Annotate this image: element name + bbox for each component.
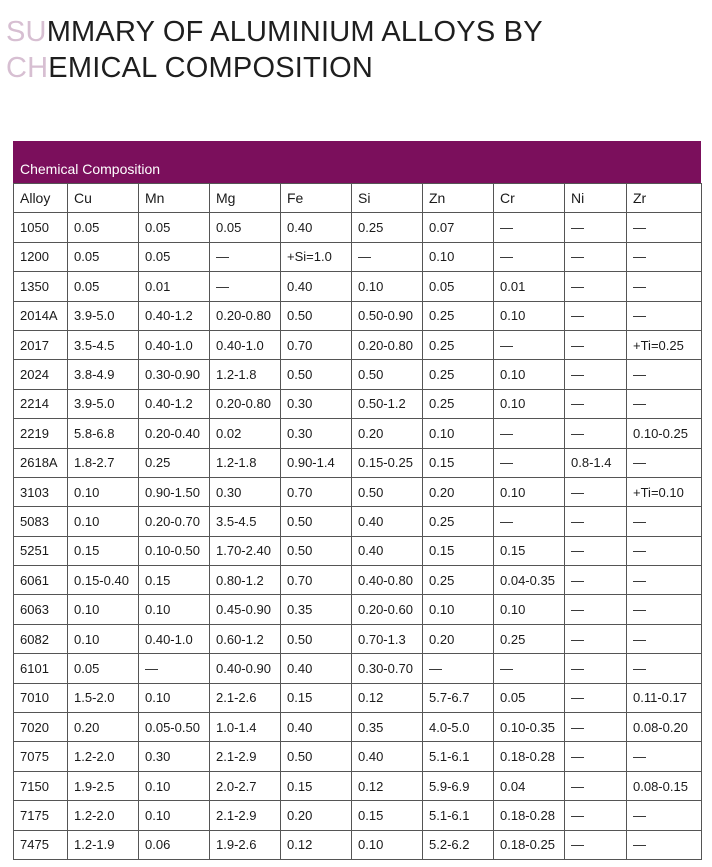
cell-mn: 0.05: [139, 213, 210, 242]
cell-zr: +Ti=0.10: [627, 477, 702, 506]
cell-cr: 0.01: [494, 272, 565, 301]
cell-zn: 0.05: [423, 272, 494, 301]
cell-mn: 0.15: [139, 566, 210, 595]
table-row: [14, 301, 702, 330]
cell-zn: 5.2-6.2: [423, 830, 494, 859]
cell-cr: 0.10: [494, 301, 565, 330]
cell-fe: 0.40: [281, 713, 352, 742]
cell-mg: 2.0-2.7: [210, 771, 281, 800]
cell-ni: —: [565, 713, 627, 742]
cell-ni: —: [565, 595, 627, 624]
cell-fe: 0.70: [281, 330, 352, 359]
cell-zr: 0.08-0.15: [627, 771, 702, 800]
cell-cu: 3.8-4.9: [68, 360, 139, 389]
cell-cu: 1.8-2.7: [68, 448, 139, 477]
cell-mn: 0.30: [139, 742, 210, 771]
cell-si: 0.50-1.2: [352, 389, 423, 418]
cell-cu: 0.05: [68, 242, 139, 271]
title-text-1: MMARY OF ALUMINIUM ALLOYS BY: [46, 16, 543, 48]
cell-cr: —: [494, 507, 565, 536]
cell-si: —: [352, 242, 423, 271]
title-accent-1: SU: [6, 16, 47, 48]
cell-alloy: 1050: [14, 213, 68, 242]
cell-si: 0.20-0.60: [352, 595, 423, 624]
cell-alloy: 2214: [14, 389, 68, 418]
cell-mn: 0.30-0.90: [139, 360, 210, 389]
cell-ni: —: [565, 566, 627, 595]
cell-si: 0.50: [352, 360, 423, 389]
cell-fe: 0.30: [281, 419, 352, 448]
cell-cu: 3.5-4.5: [68, 330, 139, 359]
cell-fe: 0.50: [281, 742, 352, 771]
cell-mg: 0.30: [210, 477, 281, 506]
table-row: [14, 477, 702, 506]
cell-cu: 1.5-2.0: [68, 683, 139, 712]
cell-mg: 1.9-2.6: [210, 830, 281, 859]
cell-cr: 0.10: [494, 595, 565, 624]
cell-cu: 0.10: [68, 595, 139, 624]
cell-fe: 0.50: [281, 301, 352, 330]
cell-zr: —: [627, 360, 702, 389]
cell-zn: 0.25: [423, 507, 494, 536]
cell-alloy: 6101: [14, 654, 68, 683]
cell-si: 0.40: [352, 742, 423, 771]
cell-cr: 0.10-0.35: [494, 713, 565, 742]
table-row: [14, 595, 702, 624]
cell-zr: —: [627, 272, 702, 301]
cell-cu: 1.2-2.0: [68, 742, 139, 771]
cell-fe: 0.40: [281, 654, 352, 683]
table-row: [14, 242, 702, 271]
cell-ni: —: [565, 654, 627, 683]
cell-mg: 0.45-0.90: [210, 595, 281, 624]
table-row: [14, 272, 702, 301]
cell-mn: 0.40-1.0: [139, 624, 210, 653]
cell-ni: —: [565, 242, 627, 271]
cell-ni: 0.8-1.4: [565, 448, 627, 477]
cell-cr: 0.04: [494, 771, 565, 800]
cell-fe: 0.70: [281, 566, 352, 595]
cell-zn: 5.1-6.1: [423, 801, 494, 830]
cell-ni: —: [565, 742, 627, 771]
column-header-mn: Mn: [139, 184, 210, 213]
cell-mg: 0.60-1.2: [210, 624, 281, 653]
cell-mg: 2.1-2.6: [210, 683, 281, 712]
cell-zr: —: [627, 566, 702, 595]
cell-fe: 0.15: [281, 771, 352, 800]
cell-alloy: 6061: [14, 566, 68, 595]
cell-mg: 0.20-0.80: [210, 389, 281, 418]
cell-fe: 0.40: [281, 272, 352, 301]
cell-cu: 0.10: [68, 507, 139, 536]
cell-alloy: 1200: [14, 242, 68, 271]
table-row: [14, 330, 702, 359]
cell-mg: 3.5-4.5: [210, 507, 281, 536]
cell-zr: —: [627, 830, 702, 859]
cell-alloy: 6063: [14, 595, 68, 624]
cell-mn: —: [139, 654, 210, 683]
cell-zr: —: [627, 654, 702, 683]
cell-zr: —: [627, 507, 702, 536]
cell-mn: 0.40-1.2: [139, 301, 210, 330]
cell-zr: —: [627, 536, 702, 565]
cell-zr: —: [627, 742, 702, 771]
cell-zn: 0.15: [423, 448, 494, 477]
cell-cr: —: [494, 448, 565, 477]
cell-mg: 0.80-1.2: [210, 566, 281, 595]
cell-zn: 0.25: [423, 566, 494, 595]
cell-cu: 3.9-5.0: [68, 301, 139, 330]
cell-cr: 0.10: [494, 477, 565, 506]
cell-cr: 0.10: [494, 389, 565, 418]
cell-cr: 0.05: [494, 683, 565, 712]
cell-cr: 0.10: [494, 360, 565, 389]
title-line-1: [6, 14, 543, 50]
cell-cu: 0.05: [68, 654, 139, 683]
cell-alloy: 2024: [14, 360, 68, 389]
cell-zr: —: [627, 624, 702, 653]
cell-ni: —: [565, 272, 627, 301]
cell-ni: —: [565, 683, 627, 712]
cell-zn: 4.0-5.0: [423, 713, 494, 742]
table-row: [14, 536, 702, 565]
cell-si: 0.15-0.25: [352, 448, 423, 477]
cell-zn: 0.25: [423, 301, 494, 330]
cell-mg: 0.05: [210, 213, 281, 242]
cell-ni: —: [565, 536, 627, 565]
cell-mn: 0.05: [139, 242, 210, 271]
table-row: [14, 801, 702, 830]
cell-mg: 0.40-1.0: [210, 330, 281, 359]
cell-si: 0.40: [352, 507, 423, 536]
cell-zr: —: [627, 389, 702, 418]
cell-cu: 3.9-5.0: [68, 389, 139, 418]
cell-mn: 0.40-1.0: [139, 330, 210, 359]
cell-zn: 0.25: [423, 360, 494, 389]
cell-fe: +Si=1.0: [281, 242, 352, 271]
cell-mg: 0.40-0.90: [210, 654, 281, 683]
title-accent-2: CH: [6, 52, 49, 84]
cell-alloy: 3103: [14, 477, 68, 506]
cell-mn: 0.10-0.50: [139, 536, 210, 565]
table-row: [14, 830, 702, 859]
column-header-si: Si: [352, 184, 423, 213]
cell-mg: 2.1-2.9: [210, 742, 281, 771]
cell-zn: 5.9-6.9: [423, 771, 494, 800]
cell-zr: +Ti=0.25: [627, 330, 702, 359]
cell-zn: 0.10: [423, 419, 494, 448]
cell-alloy: 7075: [14, 742, 68, 771]
cell-cr: —: [494, 213, 565, 242]
cell-mn: 0.20-0.70: [139, 507, 210, 536]
cell-cr: —: [494, 654, 565, 683]
page-title: [6, 14, 543, 86]
cell-fe: 0.50: [281, 624, 352, 653]
cell-ni: —: [565, 771, 627, 800]
table-caption: Chemical Composition: [13, 141, 701, 183]
table-row: [14, 389, 702, 418]
cell-ni: —: [565, 360, 627, 389]
cell-mg: 1.70-2.40: [210, 536, 281, 565]
cell-mn: 0.01: [139, 272, 210, 301]
cell-zr: —: [627, 242, 702, 271]
cell-zn: 0.10: [423, 595, 494, 624]
cell-zn: 5.1-6.1: [423, 742, 494, 771]
cell-cr: 0.04-0.35: [494, 566, 565, 595]
cell-zr: —: [627, 301, 702, 330]
cell-cu: 0.20: [68, 713, 139, 742]
table-row: [14, 713, 702, 742]
cell-fe: 0.50: [281, 507, 352, 536]
cell-si: 0.20: [352, 419, 423, 448]
cell-zn: 0.07: [423, 213, 494, 242]
cell-cu: 0.10: [68, 624, 139, 653]
cell-si: 0.20-0.80: [352, 330, 423, 359]
table-row: [14, 654, 702, 683]
cell-alloy: 7150: [14, 771, 68, 800]
column-header-mg: Mg: [210, 184, 281, 213]
cell-cr: —: [494, 330, 565, 359]
cell-cu: 1.2-1.9: [68, 830, 139, 859]
cell-cu: 0.05: [68, 213, 139, 242]
column-header-zn: Zn: [423, 184, 494, 213]
cell-mg: 1.2-1.8: [210, 448, 281, 477]
table-row: [14, 448, 702, 477]
cell-cr: 0.15: [494, 536, 565, 565]
cell-cu: 5.8-6.8: [68, 419, 139, 448]
cell-cr: —: [494, 242, 565, 271]
cell-fe: 0.20: [281, 801, 352, 830]
cell-si: 0.35: [352, 713, 423, 742]
table-body: [14, 213, 702, 860]
cell-mg: 1.0-1.4: [210, 713, 281, 742]
table-row: [14, 683, 702, 712]
cell-mn: 0.90-1.50: [139, 477, 210, 506]
cell-si: 0.15: [352, 801, 423, 830]
cell-cu: 0.15-0.40: [68, 566, 139, 595]
cell-zn: 5.7-6.7: [423, 683, 494, 712]
cell-si: 0.50: [352, 477, 423, 506]
cell-zn: 0.10: [423, 242, 494, 271]
cell-zr: —: [627, 801, 702, 830]
cell-mg: —: [210, 272, 281, 301]
cell-alloy: 7010: [14, 683, 68, 712]
cell-mn: 0.40-1.2: [139, 389, 210, 418]
cell-fe: 0.70: [281, 477, 352, 506]
cell-mg: —: [210, 242, 281, 271]
cell-cu: 1.9-2.5: [68, 771, 139, 800]
table-row: [14, 771, 702, 800]
cell-cu: 0.10: [68, 477, 139, 506]
cell-mn: 0.10: [139, 595, 210, 624]
cell-zn: 0.25: [423, 330, 494, 359]
cell-alloy: 5083: [14, 507, 68, 536]
table-row: [14, 213, 702, 242]
cell-mg: 0.20-0.80: [210, 301, 281, 330]
cell-alloy: 2014A: [14, 301, 68, 330]
cell-alloy: 2017: [14, 330, 68, 359]
composition-table: [13, 183, 702, 860]
cell-cr: 0.18-0.25: [494, 830, 565, 859]
cell-cr: —: [494, 419, 565, 448]
cell-cu: 0.15: [68, 536, 139, 565]
cell-mn: 0.06: [139, 830, 210, 859]
cell-ni: —: [565, 213, 627, 242]
cell-mn: 0.10: [139, 771, 210, 800]
cell-mn: 0.05-0.50: [139, 713, 210, 742]
cell-fe: 0.12: [281, 830, 352, 859]
cell-zn: 0.15: [423, 536, 494, 565]
cell-cr: 0.18-0.28: [494, 742, 565, 771]
cell-alloy: 2219: [14, 419, 68, 448]
cell-ni: —: [565, 301, 627, 330]
title-line-2: [6, 50, 543, 86]
cell-fe: 0.50: [281, 536, 352, 565]
cell-ni: —: [565, 801, 627, 830]
table-row: [14, 507, 702, 536]
cell-mn: 0.20-0.40: [139, 419, 210, 448]
cell-si: 0.10: [352, 830, 423, 859]
cell-zn: 0.25: [423, 389, 494, 418]
table-row: [14, 742, 702, 771]
cell-si: 0.10: [352, 272, 423, 301]
cell-si: 0.30-0.70: [352, 654, 423, 683]
cell-fe: 0.15: [281, 683, 352, 712]
cell-ni: —: [565, 330, 627, 359]
cell-ni: —: [565, 477, 627, 506]
table-row: [14, 419, 702, 448]
cell-fe: 0.90-1.4: [281, 448, 352, 477]
cell-cu: 0.05: [68, 272, 139, 301]
cell-ni: —: [565, 624, 627, 653]
cell-alloy: 7475: [14, 830, 68, 859]
cell-si: 0.70-1.3: [352, 624, 423, 653]
column-header-cr: Cr: [494, 184, 565, 213]
cell-alloy: 5251: [14, 536, 68, 565]
table-header-row: [14, 184, 702, 213]
cell-zr: —: [627, 213, 702, 242]
cell-ni: —: [565, 507, 627, 536]
cell-zr: 0.10-0.25: [627, 419, 702, 448]
cell-cu: 1.2-2.0: [68, 801, 139, 830]
cell-cr: 0.25: [494, 624, 565, 653]
cell-alloy: 2618A: [14, 448, 68, 477]
cell-mn: 0.10: [139, 683, 210, 712]
cell-zn: 0.20: [423, 624, 494, 653]
cell-si: 0.50-0.90: [352, 301, 423, 330]
title-text-2: EMICAL COMPOSITION: [48, 52, 374, 84]
cell-si: 0.25: [352, 213, 423, 242]
cell-mn: 0.10: [139, 801, 210, 830]
cell-zn: —: [423, 654, 494, 683]
cell-zr: —: [627, 595, 702, 624]
cell-mg: 0.02: [210, 419, 281, 448]
cell-ni: —: [565, 389, 627, 418]
column-header-fe: Fe: [281, 184, 352, 213]
cell-ni: —: [565, 830, 627, 859]
column-header-cu: Cu: [68, 184, 139, 213]
cell-alloy: 7020: [14, 713, 68, 742]
table-row: [14, 360, 702, 389]
cell-ni: —: [565, 419, 627, 448]
table-row: [14, 624, 702, 653]
cell-zr: —: [627, 448, 702, 477]
cell-alloy: 7175: [14, 801, 68, 830]
cell-mg: 1.2-1.8: [210, 360, 281, 389]
cell-fe: 0.35: [281, 595, 352, 624]
cell-si: 0.40-0.80: [352, 566, 423, 595]
cell-fe: 0.30: [281, 389, 352, 418]
table-row: [14, 566, 702, 595]
cell-cr: 0.18-0.28: [494, 801, 565, 830]
column-header-zr: Zr: [627, 184, 702, 213]
cell-mg: 2.1-2.9: [210, 801, 281, 830]
cell-si: 0.12: [352, 771, 423, 800]
cell-fe: 0.40: [281, 213, 352, 242]
cell-si: 0.40: [352, 536, 423, 565]
cell-mn: 0.25: [139, 448, 210, 477]
column-header-ni: Ni: [565, 184, 627, 213]
cell-si: 0.12: [352, 683, 423, 712]
cell-zn: 0.20: [423, 477, 494, 506]
cell-fe: 0.50: [281, 360, 352, 389]
cell-alloy: 1350: [14, 272, 68, 301]
cell-zr: 0.08-0.20: [627, 713, 702, 742]
column-header-alloy: Alloy: [14, 184, 68, 213]
cell-alloy: 6082: [14, 624, 68, 653]
composition-table-container: [13, 141, 701, 860]
cell-zr: 0.11-0.17: [627, 683, 702, 712]
